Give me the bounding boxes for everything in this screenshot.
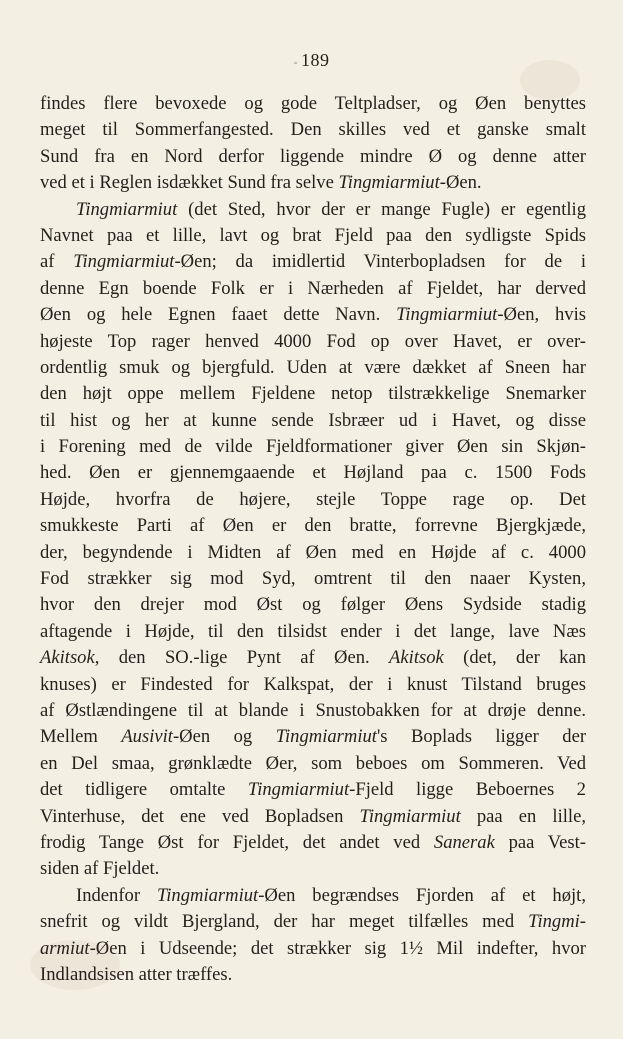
text-line — [40, 513, 586, 539]
text-segment: siden af Fjeldet. — [40, 858, 160, 880]
page-number-value: 189 — [301, 50, 330, 70]
text-segment: Højde, hvorfra de højere, stejle Toppe rage op. Det — [40, 488, 586, 510]
italic-term: Tingmiarmiut — [76, 198, 178, 220]
text-segment: knuses) er Findested for Kalkspat, der i knust Tilstand bruges — [40, 673, 586, 695]
text-line — [40, 460, 586, 486]
italic-term: Tingmiarmiut — [396, 304, 498, 326]
text-segment: af Østlændingene til at blande i Snustobakken for at drøje denne. — [40, 699, 586, 721]
text-line — [40, 566, 586, 592]
text-segment: -Øen. — [439, 172, 482, 194]
text-segment: hed. Øen er gjennemgaaende et Højland paa c. 1500 Fods — [40, 462, 586, 484]
text-segment: paa en lille, — [460, 805, 586, 827]
text-line — [40, 909, 586, 935]
text-line — [40, 408, 586, 434]
italic-term: Tingmiarmiut — [338, 172, 440, 194]
text-line — [40, 249, 586, 275]
text-segment: Indenfor — [76, 884, 157, 906]
text-segment: Øen og hele Egnen faaet dette Navn. — [40, 304, 397, 326]
text-segment: i Forening med de vilde Fjeldformationer giver Øen sin Skjøn- — [40, 436, 586, 458]
text-line — [40, 276, 586, 302]
page-number — [0, 50, 623, 71]
text-line — [40, 329, 586, 355]
text-line — [40, 170, 586, 196]
text-segment: frodig Tange Øst for Fjeldet, det andet ved — [40, 831, 434, 853]
text-segment: ordentlig smuk og bjergfuld. Uden at være dækket af Sneen har — [40, 356, 586, 378]
text-line — [40, 223, 586, 249]
text-line — [40, 751, 586, 777]
text-line — [40, 804, 586, 830]
text-segment: -Fjeld ligge Beboernes 2 — [349, 779, 586, 801]
italic-term: Tingmiarmiut — [359, 805, 461, 827]
text-segment: -Øen; da imidlertid Vinterbopladsen for de i — [174, 251, 587, 273]
text-line — [40, 962, 586, 988]
text-segment: en Del smaa, grønklædte Øer, som beboes om Sommeren. Ved — [40, 752, 586, 774]
body-text — [40, 91, 586, 988]
italic-term: Akitsok — [40, 647, 95, 669]
text-segment: (det Sted, hvor der er mange Fugle) er egentlig — [177, 198, 586, 220]
text-line — [40, 724, 586, 750]
text-line — [40, 619, 586, 645]
text-segment: -Øen og — [172, 726, 276, 748]
text-line — [40, 540, 586, 566]
text-segment: det tidligere omtalte — [40, 779, 248, 801]
text-line — [40, 355, 586, 381]
text-segment: aftagende i Højde, til den tilsidst ender i det lange, lave Næs — [40, 620, 586, 642]
text-segment: -Øen, hvis — [497, 304, 586, 326]
italic-term: armiut — [40, 937, 90, 959]
italic-term: Tingmiarmiut — [247, 779, 350, 801]
text-segment: af — [40, 251, 74, 273]
text-segment: Sund fra en Nord derfor liggende mindre Ø og denne atter — [40, 145, 586, 167]
text-segment: meget til Sommerfangested. Den skilles ved et ganske smalt — [40, 119, 586, 141]
text-segment: 's Boplads ligger der — [376, 726, 587, 748]
text-line — [40, 302, 586, 328]
text-segment: til hist og her at kunne sende Isbræer ud i Havet, og disse — [40, 409, 586, 431]
italic-term: Akitsok — [389, 647, 444, 669]
italic-term: Ausivit — [121, 726, 173, 748]
text-line — [40, 936, 586, 962]
text-line — [40, 856, 586, 882]
text-segment: hvor den drejer mod Øst og følger Øens Sydside stadig — [40, 594, 586, 616]
text-segment: højeste Top rager henved 4000 Fod op over Havet, er over- — [40, 330, 586, 352]
text-line — [40, 91, 586, 117]
text-segment: Indlandsisen atter træffes. — [40, 963, 233, 985]
text-line — [40, 487, 586, 513]
text-segment: paa Vest- — [494, 831, 587, 853]
text-segment: der, begyndende i Midten af Øen med en Højde af c. 4000 — [40, 541, 586, 563]
text-segment: -Øen i Udseende; det strækker sig 1½ Mil indefter, hvor — [89, 937, 586, 959]
text-line — [40, 672, 586, 698]
italic-term: Tingmi- — [528, 911, 586, 933]
italic-term: Tingmiarmiut — [156, 884, 259, 906]
text-segment: , den SO.-lige Pynt af Øen. — [94, 647, 390, 669]
text-line — [40, 645, 586, 671]
text-segment: (det, der kan — [443, 647, 586, 669]
text-line — [40, 434, 586, 460]
text-line — [40, 698, 586, 724]
text-segment: Navnet paa et lille, lavt og brat Fjeld paa den sydligste Spids — [40, 224, 586, 246]
text-segment: Fod strækker sig mod Syd, omtrent til den naaer Kysten, — [40, 568, 586, 590]
italic-term: Sanerak — [433, 831, 495, 853]
text-segment: smukkeste Parti af Øen er den bratte, forrevne Bjergkjæde, — [40, 515, 586, 537]
page-mark: - — [293, 55, 298, 69]
text-line — [40, 592, 586, 618]
text-segment: den højt oppe mellem Fjeldene netop tilstrækkelige Snemarker — [40, 383, 586, 405]
text-line — [40, 381, 586, 407]
text-line — [40, 777, 586, 803]
text-line — [40, 197, 586, 223]
text-segment: findes flere bevoxede og gode Teltpladser, og Øen benyttes — [40, 93, 586, 114]
text-segment: Mellem — [40, 726, 122, 748]
text-line — [40, 144, 586, 170]
text-line — [40, 883, 586, 909]
text-segment: snefrit og vildt Bjergland, der har meget tilfælles med — [40, 911, 529, 933]
text-segment: Vinterhuse, det ene ved Bopladsen — [40, 805, 360, 827]
text-line — [40, 830, 586, 856]
text-line — [40, 117, 586, 143]
text-segment: ved et i Reglen isdækket Sund fra selve — [40, 172, 339, 194]
text-segment: denne Egn boende Folk er i Nærheden af Fjeldet, har derved — [40, 277, 586, 299]
italic-term: Tingmiarmiut — [73, 251, 175, 273]
text-segment: -Øen begrændses Fjorden af et højt, — [258, 884, 586, 906]
italic-term: Tingmiarmiut — [275, 726, 377, 748]
